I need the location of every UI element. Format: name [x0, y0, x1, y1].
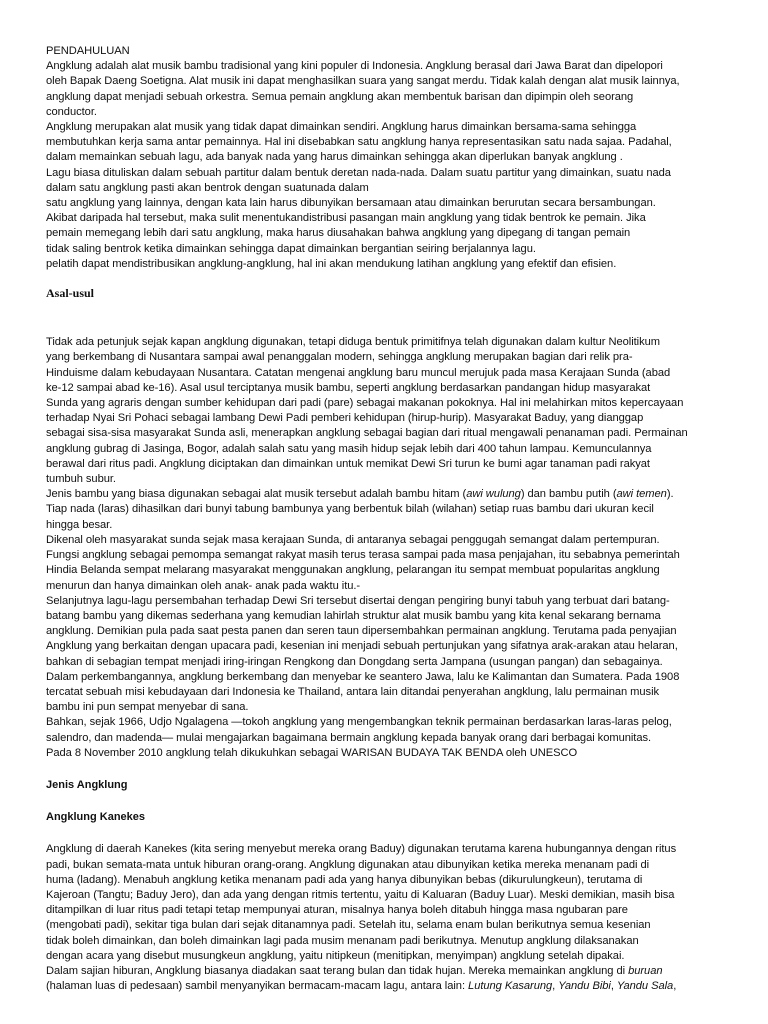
intro-line: satu angklung yang lainnya, dengan kata lain harus dibunyikan bersamaan atau dimainkan berurutan secara bersambungan.	[46, 197, 656, 210]
intro-line: angklung dapat menjadi sebuah orkestra. Semua pemain angklung akan membentuk barisan dan dipimpin oleh seorang	[46, 90, 634, 103]
intro-line: dalam memainkan sebuah lagu, ada banyak nada yang harus dimainkan sehingga akan diperlukan banyak angklung .	[46, 151, 623, 164]
asal-usul-section	[46, 335, 722, 761]
kanekes-line: dengan acara yang disebut musungkeun angklung, yaitu nitipkeun (menitipkan, menyimpan) angklung setelah dipakai.	[46, 949, 625, 962]
intro-line: Angklung adalah alat musik bambu tradisional yang kini populer di Indonesia. Angklung berasal dari Jawa Barat dan dipelopori	[46, 60, 663, 73]
asal-line: Angklung yang berkaitan dengan upacara padi, kesenian ini menjadi sebuah pertunjukan yang sifatnya arak-arakan atau helaran,	[46, 640, 678, 653]
asal-line: hingga besar.	[46, 518, 113, 531]
kanekes-line: Kajeroan (Tangtu; Baduy Jero), dan ada yang dengan ritmis tertentu, yaitu di Kaluaran (Baduy Luar). Meski demikian, masih bisa	[46, 888, 675, 901]
intro-line: Akibat daripada hal tersebut, maka sulit menentukandistribusi pasangan main angklung yang tidak bentrok ke pemain. Jika	[46, 212, 646, 225]
bamboo-line: Jenis bambu yang biasa digunakan sebagai alat musik tersebut adalah bambu hitam (awi wulung) dan bambu putih (awi temen).	[46, 488, 674, 501]
document-page	[46, 44, 722, 994]
asal-line: Hindia Belanda sempat melarang masyarakat menggunakan angklung, pelarangan itu sempat membuat popularitas angklung	[46, 564, 660, 577]
intro-line: conductor.	[46, 105, 97, 118]
asal-line: sebagai sisa-sisa masyarakat Sunda asli, menerapkan angklung sebagai bagian dari ritual mengawali penanaman padi. Permainan	[46, 427, 688, 440]
kanekes-line: ditampilkan di luar ritus padi tetapi tetap mempunyai aturan, misalnya hanya boleh ditabuh hingga masa ngubaran pare	[46, 904, 628, 917]
kanekes-line: huma (ladang). Menabuh angklung ketika menanam padi ada yang hanya dibunyikan bebas (dikurulungkeun), terutama di	[46, 873, 643, 886]
jenis-angklung-heading: Jenis Angklung	[46, 778, 128, 791]
asal-line: ke-12 sampai abad ke-16). Asal usul terciptanya musik bambu, seperti angklung berdasarkan pandangan hidup masyarakat	[46, 381, 651, 394]
asal-line: Sunda yang agraris dengan sumber kehidupan dari padi (pare) sebagai makanan pokoknya. Hal ini melahirkan mitos kepercayaan	[46, 397, 684, 410]
asal-line: terhadap Nyai Sri Pohaci sebagai lambang Dewi Padi pemberi kehidupan (hirup-hurip). Masyarakat Baduy, yang dianggap	[46, 412, 644, 425]
kanekes-section	[46, 842, 722, 994]
intro-line: oleh Bapak Daeng Soetigna. Alat musik ini dapat menghasilkan suara yang sangat merdu. Tidak kalah dengan alat musik lainnya,	[46, 75, 680, 88]
kanekes-line: tidak boleh dimainkan, dan boleh dimainkan lagi pada musim menanam padi berikutnya. Menutup angklung dilaksanakan	[46, 934, 639, 947]
intro-section	[46, 44, 722, 272]
intro-line: tidak saling bentrok ketika dimainkan sehingga dapat dimainkan bergantian seiring berjalannya lagu.	[46, 242, 536, 255]
asal-usul-heading: Asal-usul	[46, 286, 95, 301]
asal-line: salendro, dan madenda— mulai mengajarkan bagaimana bermain angklung kepada banyak orang dari berbagai komunitas.	[46, 731, 652, 744]
angklung-kanekes-heading: Angklung Kanekes	[46, 811, 146, 824]
kanekes-line: padi, bukan semata-mata untuk hiburan orang-orang. Angklung digunakan atau dibunyikan ketika mereka menanam padi di	[46, 858, 650, 871]
asal-line: bambu ini pun sempat menyebar di sana.	[46, 701, 249, 714]
asal-line: Selanjutnya lagu-lagu persembahan terhadap Dewi Sri tersebut disertai dengan pengiring bunyi tabuh yang terbuat dari batang-	[46, 594, 670, 607]
hiburan-line: (halaman luas di pedesaan) sambil menyanyikan bermacam-macam lagu, antara lain: Lutung Kasarung, Yandu Bibi, Yandu Sala,	[46, 980, 677, 993]
kanekes-line: Angklung di daerah Kanekes (kita sering menyebut mereka orang Baduy) digunakan terutama karena hubungannya dengan ritus	[46, 843, 677, 856]
intro-line: Lagu biasa dituliskan dalam sebuah partitur dalam bentuk deretan nada-nada. Dalam suatu partitur yang dimainkan, suatu nada	[46, 166, 671, 179]
intro-heading: PENDAHULUAN	[46, 45, 130, 57]
intro-line: pemain memegang lebih dari satu angklung, maka harus diusahakan bahwa angklung yang dipegang di tangan pemain	[46, 227, 631, 240]
asal-line: batang bambu yang dikemas sederhana yang kemudian lahirlah struktur alat musik bambu yang kita kenal sekarang bernama	[46, 609, 661, 622]
asal-line: Dalam perkembangannya, angklung berkembang dan menyebar ke seantero Jawa, lalu ke Kalimantan dan Sumatera. Pada 1908	[46, 670, 680, 683]
asal-line: yang berkembang di Nusantara sampai awal penanggalan modern, sehingga angklung merupakan bagian dari relik pra-	[46, 351, 633, 364]
asal-line: tercatat sebuah misi kebudayaan dari Indonesia ke Thailand, antara lain ditandai penyerahan angklung, lalu permainan musik	[46, 685, 660, 698]
asal-line: Tiap nada (laras) dihasilkan dari bunyi tabung bambunya yang berbentuk bilah (wilahan) setiap ruas bambu dari ukuran kecil	[46, 503, 654, 516]
intro-line: membutuhkan kerja sama antar pemainnya. Hal ini disebabkan satu angklung hanya representasikan satu nada sajaa. Padahal,	[46, 136, 672, 149]
asal-line: angklung gubrag di Jasinga, Bogor, adalah salah satu yang masih hidup sejak lebih dari 400 tahun lampau. Kemunculannya	[46, 442, 652, 455]
asal-line: bahkan di sebagian tempat menjadi iring-iringan Rengkong dan Dongdang serta Jampana (usungan pangan) dan sebagainya.	[46, 655, 663, 668]
asal-line: Dikenal oleh masyarakat sunda sejak masa kerajaan Sunda, di antaranya sebagai penggugah semangat dalam pertempuran.	[46, 533, 660, 546]
intro-line: dalam satu angklung pasti akan bentrok dengan suatunada dalam	[46, 181, 369, 194]
asal-line: Bahkan, sejak 1966, Udjo Ngalagena —tokoh angklung yang mengembangkan teknik permainan berdasarkan laras-laras pelog,	[46, 716, 672, 729]
intro-line: Angklung merupakan alat musik yang tidak dapat dimainkan sendiri. Angklung harus dimainkan bersama-sama sehingga	[46, 121, 637, 134]
asal-line: menurun dan hanya dimainkan oleh anak- anak pada waktu itu.-	[46, 579, 361, 592]
asal-line: berawal dari ritus padi. Angklung diciptakan dan dimainkan untuk memikat Dewi Sri turun ke bumi agar tanaman padi rakyat	[46, 457, 650, 470]
hiburan-line: Dalam sajian hiburan, Angklung biasanya diadakan saat terang bulan dan tidak hujan. Mereka memainkan angklung di buruan	[46, 964, 663, 977]
kanekes-line: (mengobati padi), sekitar tiga bulan dari sejak ditanamnya padi. Setelah itu, selama enam bulan berikutnya semua kesenian	[46, 919, 651, 932]
asal-line: angklung. Demikian pula pada saat pesta panen dan seren taun dipersembahkan permainan angklung. Terutama pada penyajian	[46, 625, 677, 638]
asal-line: Tidak ada petunjuk sejak kapan angklung digunakan, tetapi diduga bentuk primitifnya telah digunakan dalam kultur Neolitikum	[46, 336, 660, 349]
intro-line: pelatih dapat mendistribusikan angklung-angklung, hal ini akan mendukung latihan angklung yang efektif dan efisien.	[46, 257, 617, 270]
asal-line: Hinduisme dalam kebudayaan Nusantara. Catatan mengenai angklung baru muncul merujuk pada masa Kerajaan Sunda (abad	[46, 366, 671, 379]
asal-line: Pada 8 November 2010 angklung telah dikukuhkan sebagai WARISAN BUDAYA TAK BENDA oleh UNESCO	[46, 746, 578, 759]
asal-line: tumbuh subur.	[46, 473, 116, 486]
asal-line: Fungsi angklung sebagai pemompa semangat rakyat masih terus terasa sampai pada masa penjajahan, itu sebabnya pemerintah	[46, 549, 680, 562]
